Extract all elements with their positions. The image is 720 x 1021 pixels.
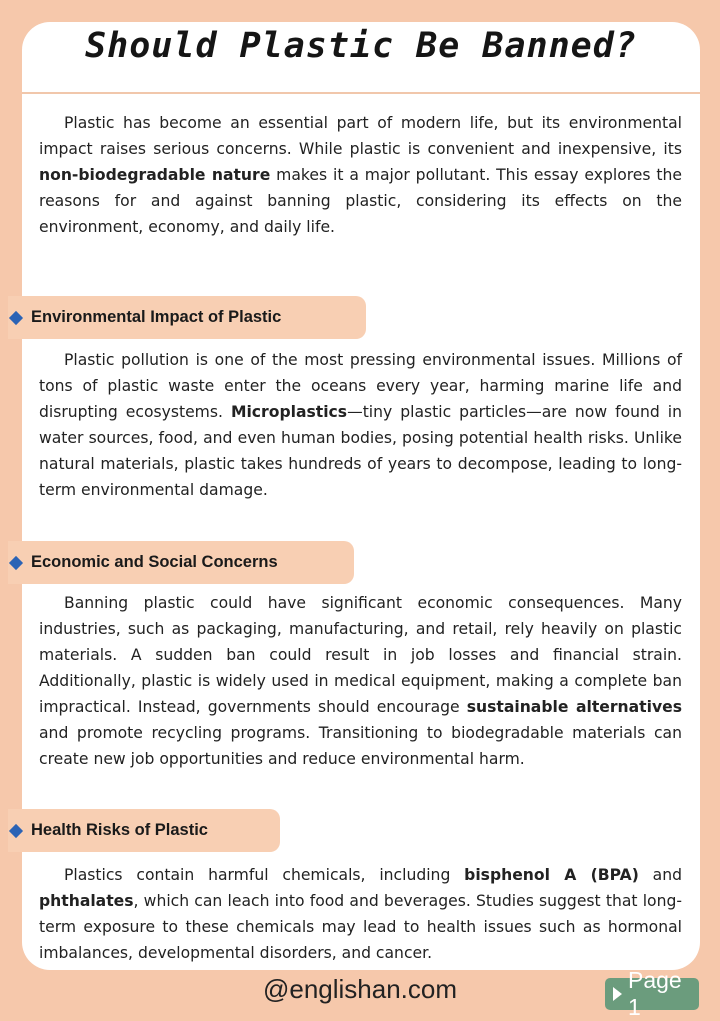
title-divider <box>22 92 700 94</box>
section-heading-health-risks <box>8 809 280 852</box>
website-credit: @englishan.com <box>262 974 458 1004</box>
emphasized-text: non-biodegradable nature <box>39 166 271 184</box>
section-heading-label: Economic and Social Concerns <box>31 553 278 571</box>
diamond-bullet-icon <box>9 555 23 569</box>
environmental-impact-paragraph <box>39 347 682 503</box>
diamond-bullet-icon <box>9 823 23 837</box>
page-title: Should Plastic Be Banned? <box>85 26 637 66</box>
section-heading-economic-social <box>8 541 354 584</box>
paragraph-text: Plastic has become an essential part of modern life, but its environmental impact raises serious concerns. While plastic is convenient and inexpensive, its <box>39 114 682 158</box>
emphasized-text: bisphenol A (BPA) <box>464 866 639 884</box>
paragraph-text: Banning plastic could have significant economic consequences. Many industries, such as packaging, manufacturing, and retail, rely heavily on plastic materials. A sudden ban could result in job losses and financial strain. Additionally, plastic is widely used in medical equipment, making a complete ban impractical. Instead, governments should encourage <box>39 594 682 716</box>
section-heading-environmental-impact <box>8 296 366 339</box>
page-number-label: Page 1 <box>628 967 682 1020</box>
intro-paragraph <box>39 110 682 240</box>
section-heading-label: Health Risks of Plastic <box>31 821 208 839</box>
economic-social-paragraph <box>39 590 682 772</box>
emphasized-text: phthalates <box>39 892 134 910</box>
paragraph-text: and promote recycling programs. Transitioning to biodegradable materials can create new job opportunities and reduce environmental harm. <box>39 724 682 768</box>
emphasized-text: sustainable alternatives <box>466 698 682 716</box>
paragraph-text: Plastics contain harmful chemicals, including <box>64 866 465 884</box>
section-heading-label: Environmental Impact of Plastic <box>31 308 282 326</box>
page-number-badge <box>605 967 699 1020</box>
paragraph-text: —tiny plastic particles—are now found in water sources, food, and even human bodies, posing potential health risks. Unlike natural materials, plastic takes hundreds of years to decompose, leading to long-term environmental damage. <box>39 403 682 499</box>
paragraph-text: makes it a major pollutant. This essay explores the reasons for and against banning plastic, considering its effects on the environment, economy, and daily life. <box>39 166 682 236</box>
paragraph-text: , which can leach into food and beverages. Studies suggest that long-term exposure to these chemicals may lead to health issues such as hormonal imbalances, developmental disorders, and cancer. <box>39 892 682 962</box>
emphasized-text: Microplastics <box>230 403 348 421</box>
essay-card <box>22 22 700 970</box>
paragraph-text: Plastic pollution is one of the most pressing environmental issues. Millions of tons of plastic waste enter the oceans every year, harming marine life and disrupting ecosystems. <box>39 351 682 421</box>
diamond-bullet-icon <box>9 310 23 324</box>
arrow-right-icon <box>613 987 622 1001</box>
paragraph-text: and <box>638 866 682 884</box>
health-risks-paragraph <box>39 862 682 966</box>
